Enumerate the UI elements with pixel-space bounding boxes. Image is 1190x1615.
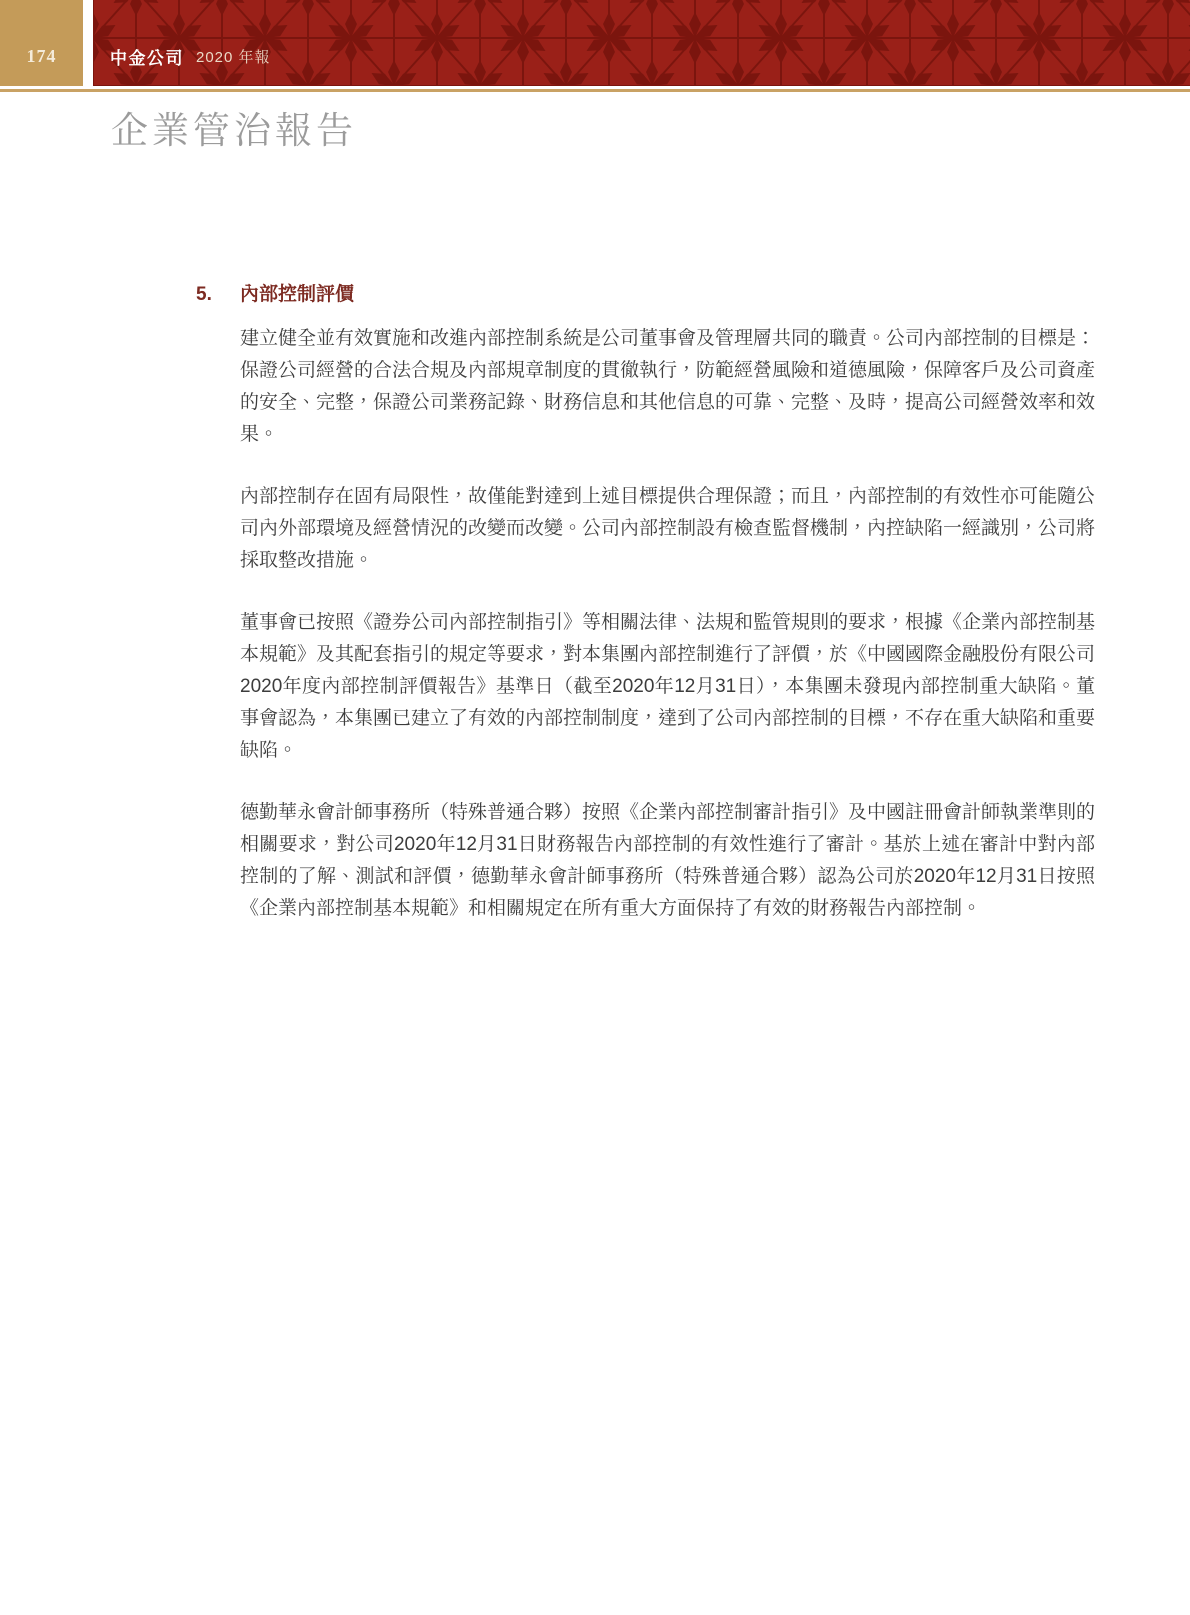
body-paragraph: 德勤華永會計師事務所（特殊普通合夥）按照《企業內部控制審計指引》及中國註冊會計師執業準則的相關要求，對公司2020年12月31日財務報告內部控制的有效性進行了審計。基於上述在審計中對內部控制的了解、測試和評價，德勤華永會計師事務所（特殊普通合夥）認為公司於2020年12月31日按照《企業內部控制基本規範》和相關規定在所有重大方面保持了有效的財務報告內部控制。 [240, 802, 1096, 919]
section-heading: 內部控制評價 [240, 284, 355, 305]
header-banner [93, 0, 1190, 86]
page-title: 企業管治報告 [111, 111, 357, 152]
company-name: 中金公司 [110, 48, 184, 68]
paragraphs [240, 323, 1095, 925]
section-internal-control-evaluation [196, 283, 1095, 955]
report-year-label: 2020 年報 [196, 48, 271, 66]
page-number: 174 [26, 45, 57, 66]
gold-divider [0, 89, 1190, 92]
section-heading-row [196, 283, 1095, 307]
body-paragraph: 建立健全並有效實施和改進內部控制系統是公司董事會及管理層共同的職責。公司內部控制的目標是：保證公司經營的合法合規及內部規章制度的貫徹執行，防範經營風險和道德風險，保障客戶及公司資產的安全、完整，保證公司業務記錄、財務信息和其他信息的可靠、完整、及時，提高公司經營效率和效果。 [240, 328, 1096, 445]
page-number-block [0, 0, 83, 86]
section-number: 5. [196, 284, 212, 305]
banner-text [110, 0, 271, 86]
body-paragraph: 董事會已按照《證券公司內部控制指引》等相關法律、法規和監管規則的要求，根據《企業內部控制基本規範》及其配套指引的規定等要求，對本集團內部控制進行了評價，於《中國國際金融股份有限公司2020年度內部控制評價報告》基準日（截至2020年12月31日），本集團未發現內部控制重大缺陷。董事會認為，本集團已建立了有效的內部控制制度，達到了公司內部控制的目標，不存在重大缺陷和重要缺陷。 [240, 612, 1096, 761]
body-paragraph: 內部控制存在固有局限性，故僅能對達到上述目標提供合理保證；而且，內部控制的有效性亦可能隨公司內外部環境及經營情況的改變而改變。公司內部控制設有檢查監督機制，內控缺陷一經識別，公司將採取整改措施。 [240, 486, 1096, 571]
